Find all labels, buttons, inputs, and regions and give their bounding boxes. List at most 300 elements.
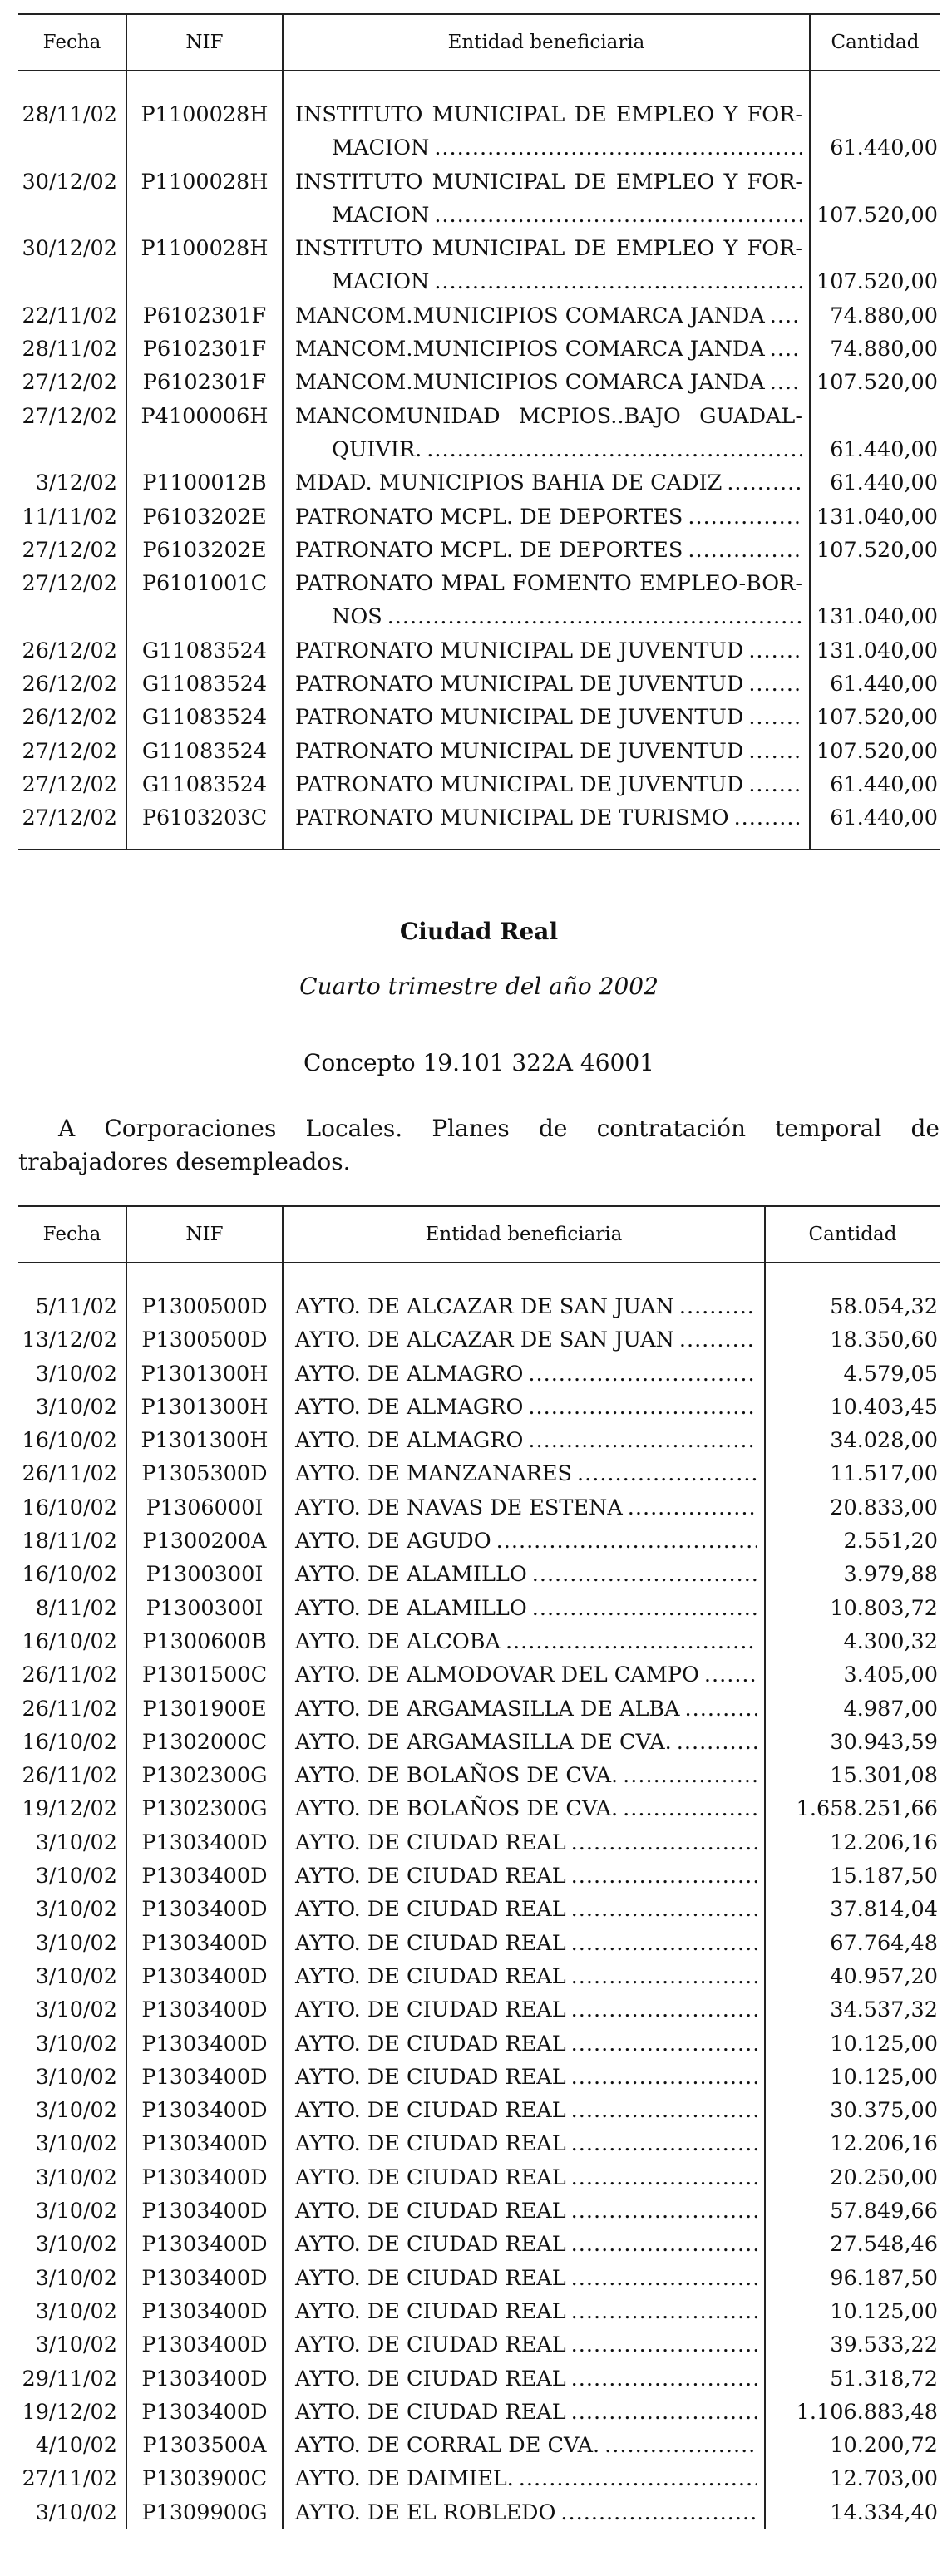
entity-name-line1: INSTITUTO MUNICIPAL DE EMPLEO Y FOR- (295, 102, 802, 127)
entity-name: AYTO. DE CIUDAD REAL (295, 2064, 566, 2090)
cell-entidad (283, 1960, 765, 1993)
table-row (18, 1625, 940, 1658)
leader-dots (560, 2496, 757, 2529)
cell-fecha: 3/10/02 (35, 1997, 117, 2023)
cell-nif: P1300600B (126, 1625, 283, 1658)
entity-name: AYTO. DE CIUDAD REAL (295, 2131, 566, 2157)
cell-entidad (283, 1792, 765, 1825)
cell-nif: P1303400D (126, 2027, 283, 2061)
entity-name: MDAD. MUNICIPIOS BAHIA DE CADIZ (295, 470, 723, 496)
cell-entidad (283, 400, 810, 467)
table-row (18, 2194, 940, 2228)
entity-name: AYTO. DE CIUDAD REAL (295, 2165, 566, 2190)
grants-table-2 (18, 1205, 940, 2529)
cell-cantidad: 107.520,00 (810, 232, 940, 299)
leader-dots (734, 801, 802, 835)
cell-cantidad: 96.187,50 (765, 2262, 940, 2295)
cell-nif: P6102301F (126, 332, 283, 366)
cell-fecha: 16/10/02 (22, 1628, 117, 1654)
cell-entidad (283, 2295, 765, 2328)
leader-dots (604, 2429, 757, 2462)
table-row (18, 2295, 940, 2328)
entity-name: AYTO. DE MANZANARES (295, 1461, 572, 1487)
cell-entidad (283, 332, 810, 366)
table-row (18, 634, 940, 667)
entity-name: AYTO. DE BOLAÑOS DE CVA. (295, 1763, 619, 1789)
table-row (18, 466, 940, 500)
leader-dots (623, 1792, 757, 1825)
cell-entidad (283, 1524, 765, 1558)
header-entidad: Entidad beneficiaria (283, 14, 810, 71)
leader-dots (528, 1424, 757, 1457)
cell-cantidad: 74.880,00 (810, 332, 940, 366)
cell-entidad (283, 1927, 765, 1960)
entity-name: AYTO. DE NAVAS DE ESTENA (295, 1495, 623, 1520)
cell-fecha: 3/10/02 (35, 2131, 117, 2157)
header-cantidad: Cantidad (765, 1206, 940, 1263)
cell-cantidad: 4.300,32 (765, 1625, 940, 1658)
leader-dots (434, 131, 802, 165)
leader-dots (685, 1692, 757, 1726)
cell-entidad (283, 567, 810, 634)
cell-nif: P1300300I (126, 1558, 283, 1591)
entity-name: AYTO. DE ARGAMASILLA DE ALBA (295, 1696, 680, 1721)
entity-name-line1: INSTITUTO MUNICIPAL DE EMPLEO Y FOR- (295, 169, 802, 195)
cell-fecha: 3/10/02 (35, 2265, 117, 2291)
cell-cantidad: 74.880,00 (810, 299, 940, 332)
table-header (18, 14, 940, 71)
leader-dots (571, 2328, 757, 2362)
table-row (18, 2094, 940, 2127)
leader-dots (748, 667, 802, 701)
entity-name: PATRONATO MUNICIPAL DE JUVENTUD (295, 638, 744, 663)
cell-cantidad: 15.187,50 (765, 1859, 940, 1893)
table-row (18, 1658, 940, 1692)
table-row (18, 1859, 940, 1893)
entity-name: AYTO. DE ALAMILLO (295, 1562, 527, 1588)
cell-nif: G11083524 (126, 667, 283, 701)
cell-nif: P1302000C (126, 1726, 283, 1759)
cell-fecha: 26/11/02 (22, 1662, 117, 1688)
cell-nif: G11083524 (126, 701, 283, 734)
leader-dots (434, 199, 802, 232)
entity-name: MANCOM.MUNICIPIOS COMARCA JANDA (295, 370, 765, 396)
table-row (18, 667, 940, 701)
table-row (18, 1927, 940, 1960)
table-row (18, 1524, 940, 1558)
table-row (18, 1826, 940, 1859)
cell-fecha: 11/11/02 (22, 504, 117, 529)
table-row (18, 2496, 940, 2529)
leader-dots (571, 2194, 757, 2228)
cell-fecha: 3/10/02 (35, 2332, 117, 2358)
cell-cantidad: 14.334,40 (765, 2496, 940, 2529)
entity-name: AYTO. DE CIUDAD REAL (295, 1997, 566, 2023)
cell-nif: P1303400D (126, 2228, 283, 2261)
table-row (18, 1726, 940, 1759)
cell-nif: P6103202E (126, 500, 283, 534)
cell-cantidad: 4.579,05 (765, 1357, 940, 1391)
cell-fecha: 28/11/02 (22, 337, 117, 362)
leader-dots (571, 2094, 757, 2127)
table-row (18, 1491, 940, 1524)
leader-dots (770, 366, 802, 399)
cell-entidad (283, 299, 810, 332)
cell-nif: P1300500D (126, 1290, 283, 1323)
cell-cantidad: 20.833,00 (765, 1491, 940, 1524)
table-row (18, 1357, 940, 1391)
cell-fecha: 3/10/02 (35, 1930, 117, 1956)
cell-nif: P1301300H (126, 1391, 283, 1424)
cell-nif: P1303400D (126, 1960, 283, 1993)
cell-entidad (283, 366, 810, 399)
entity-name: AYTO. DE ALMODOVAR DEL CAMPO (295, 1662, 699, 1688)
cell-fecha: 30/12/02 (22, 169, 117, 195)
cell-cantidad: 61.440,00 (810, 667, 940, 701)
leader-dots (571, 2027, 757, 2061)
cell-fecha: 26/12/02 (22, 672, 117, 697)
entity-name: PATRONATO MUNICIPAL DE TURISMO (295, 805, 729, 831)
cell-cantidad: 1.106.883,48 (765, 2396, 940, 2429)
table-row (18, 299, 940, 332)
cell-nif: P1303400D (126, 1893, 283, 1926)
header-entidad: Entidad beneficiaria (283, 1206, 765, 1263)
leader-dots (519, 2462, 757, 2495)
leader-dots (427, 433, 802, 466)
cell-fecha: 29/11/02 (22, 2366, 117, 2391)
table-row (18, 165, 940, 233)
cell-cantidad: 40.957,20 (765, 1960, 940, 1993)
leader-dots (571, 2396, 757, 2429)
header-cantidad: Cantidad (810, 14, 940, 71)
table-row (18, 2362, 940, 2396)
cell-fecha: 4/10/02 (35, 2433, 117, 2459)
cell-cantidad: 2.551,20 (765, 1524, 940, 1558)
cell-fecha: 26/11/02 (22, 1696, 117, 1721)
cell-nif: P1301500C (126, 1658, 283, 1692)
cell-fecha: 26/12/02 (22, 638, 117, 663)
cell-entidad (283, 1625, 765, 1658)
leader-dots (528, 1357, 757, 1391)
cell-cantidad: 107.520,00 (810, 366, 940, 399)
table-row (18, 1893, 940, 1926)
entity-name: AYTO. DE CIUDAD REAL (295, 2332, 566, 2358)
cell-fecha: 27/12/02 (22, 771, 117, 797)
leader-dots (571, 1859, 757, 1893)
cell-cantidad: 20.250,00 (765, 2161, 940, 2194)
cell-fecha: 19/12/02 (22, 2399, 117, 2425)
cell-cantidad: 131.040,00 (810, 567, 940, 634)
cell-cantidad: 30.943,59 (765, 1726, 940, 1759)
cell-entidad (283, 801, 810, 835)
leader-dots (571, 2127, 757, 2160)
cell-entidad (283, 2362, 765, 2396)
table-row (18, 801, 940, 835)
leader-dots (679, 1323, 757, 1357)
leader-dots (770, 332, 802, 366)
entity-name: AYTO. DE ARGAMASILLA DE CVA. (295, 1729, 672, 1755)
cell-entidad (283, 701, 810, 734)
leader-dots (571, 1960, 757, 1993)
cell-cantidad: 58.054,32 (765, 1290, 940, 1323)
cell-cantidad: 10.125,00 (765, 2295, 940, 2328)
cell-entidad (283, 1893, 765, 1926)
table-header (18, 1206, 940, 1263)
cell-nif: P1303900C (126, 2462, 283, 2495)
leader-dots (770, 299, 802, 332)
entity-name: AYTO. DE CIUDAD REAL (295, 1864, 566, 1889)
entity-name: PATRONATO MUNICIPAL DE JUVENTUD (295, 738, 744, 764)
cell-nif: P4100006H (126, 400, 283, 467)
table-row (18, 1692, 940, 1726)
cell-fecha: 26/11/02 (22, 1461, 117, 1487)
cell-entidad (283, 1993, 765, 2027)
table-row (18, 701, 940, 734)
table-row (18, 768, 940, 801)
leader-dots (748, 735, 802, 768)
leader-dots (748, 634, 802, 667)
cell-entidad (283, 2094, 765, 2127)
cell-cantidad: 51.318,72 (765, 2362, 940, 2396)
leader-dots (532, 1592, 757, 1625)
table-row (18, 2228, 940, 2261)
entity-name: AYTO. DE DAIMIEL. (295, 2466, 514, 2492)
entity-name: AYTO. DE ALMAGRO (295, 1428, 524, 1454)
cell-fecha: 3/10/02 (35, 1963, 117, 1989)
cell-entidad (283, 1658, 765, 1692)
table-row (18, 1323, 940, 1357)
cell-cantidad: 10.403,45 (765, 1391, 940, 1424)
cell-nif: P6102301F (126, 366, 283, 399)
cell-nif: P6102301F (126, 299, 283, 332)
cell-entidad (283, 2228, 765, 2261)
cell-cantidad: 27.548,46 (765, 2228, 940, 2261)
table-end-row (18, 835, 940, 850)
cell-entidad (283, 1391, 765, 1424)
cell-nif: P1303400D (126, 2161, 283, 2194)
cell-entidad (283, 1290, 765, 1323)
cell-entidad (283, 1491, 765, 1524)
cell-fecha: 3/12/02 (35, 470, 117, 496)
cell-cantidad: 15.301,08 (765, 1759, 940, 1792)
entity-name: AYTO. DE AGUDO (295, 1529, 491, 1554)
entity-name: AYTO. DE CIUDAD REAL (295, 2199, 566, 2224)
cell-fecha: 3/10/02 (35, 2500, 117, 2525)
entity-name: PATRONATO MUNICIPAL DE JUVENTUD (295, 771, 744, 797)
table-row (18, 2429, 940, 2462)
entity-name-line2: QUIVIR. (332, 436, 422, 462)
cell-cantidad: 34.537,32 (765, 1993, 940, 2027)
cell-cantidad: 18.350,60 (765, 1323, 940, 1357)
cell-cantidad: 10.125,00 (765, 2061, 940, 2094)
entity-name-line1: PATRONATO MPAL FOMENTO EMPLEO-BOR- (295, 571, 802, 597)
entity-name: AYTO. DE CIUDAD REAL (295, 1963, 566, 1989)
cell-entidad (283, 2262, 765, 2295)
entity-name-line2: MACION (332, 135, 430, 161)
entity-name-line2: NOS (332, 604, 382, 630)
cell-nif: G11083524 (126, 735, 283, 768)
entity-name-line1: INSTITUTO MUNICIPAL DE EMPLEO Y FOR- (295, 236, 802, 262)
table-row (18, 534, 940, 567)
cell-nif: P1306000I (126, 1491, 283, 1524)
cell-fecha: 19/12/02 (22, 1796, 117, 1822)
leader-dots (571, 2061, 757, 2094)
cell-nif: P1303400D (126, 1993, 283, 2027)
cell-entidad (283, 534, 810, 567)
table-row (18, 2127, 940, 2160)
cell-nif: P1100028H (126, 232, 283, 299)
entity-name: PATRONATO MUNICIPAL DE JUVENTUD (295, 672, 744, 697)
cell-cantidad: 12.206,16 (765, 2127, 940, 2160)
cell-cantidad: 61.440,00 (810, 801, 940, 835)
entity-name: MANCOM.MUNICIPIOS COMARCA JANDA (295, 303, 765, 328)
leader-dots (679, 1290, 757, 1323)
spacer-row (18, 71, 940, 98)
entity-name: AYTO. DE BOLAÑOS DE CVA. (295, 1796, 619, 1822)
cell-cantidad: 37.814,04 (765, 1893, 940, 1926)
table-row (18, 1290, 940, 1323)
cell-nif: P1303500A (126, 2429, 283, 2462)
cell-entidad (283, 2194, 765, 2228)
cell-entidad (283, 1859, 765, 1893)
cell-fecha: 22/11/02 (22, 303, 117, 328)
section-concepto: Concepto 19.101 322A 46001 (303, 1049, 654, 1076)
table-row (18, 1592, 940, 1625)
cell-entidad (283, 98, 810, 165)
cell-fecha: 26/11/02 (22, 1763, 117, 1789)
table-row (18, 1993, 940, 2027)
leader-dots (577, 1457, 757, 1490)
cell-fecha: 3/10/02 (35, 2064, 117, 2090)
cell-fecha: 27/12/02 (22, 738, 117, 764)
cell-cantidad: 12.206,16 (765, 1826, 940, 1859)
leader-dots (571, 2262, 757, 2295)
cell-entidad (283, 2462, 765, 2495)
table-row (18, 2061, 940, 2094)
leader-dots (528, 1391, 757, 1424)
leader-dots (387, 600, 802, 633)
cell-cantidad: 30.375,00 (765, 2094, 940, 2127)
table-2-container (18, 1205, 940, 2529)
entity-name: AYTO. DE CIUDAD REAL (295, 1830, 566, 1855)
grants-table-1 (18, 13, 940, 850)
cell-nif: P1303400D (126, 2194, 283, 2228)
cell-nif: P1302300G (126, 1759, 283, 1792)
cell-cantidad: 12.703,00 (765, 2462, 940, 2495)
cell-fecha: 3/10/02 (35, 1864, 117, 1889)
cell-entidad (283, 2161, 765, 2194)
leader-dots (434, 265, 802, 298)
cell-cantidad: 107.520,00 (810, 165, 940, 233)
leader-dots (571, 2228, 757, 2261)
cell-nif: G11083524 (126, 768, 283, 801)
cell-nif: P1301300H (126, 1357, 283, 1391)
cell-fecha: 3/10/02 (35, 2165, 117, 2190)
leader-dots (748, 701, 802, 734)
cell-cantidad: 107.520,00 (810, 735, 940, 768)
table-row (18, 500, 940, 534)
table-row (18, 1759, 940, 1792)
leader-dots (571, 1826, 757, 1859)
table-row (18, 1457, 940, 1490)
leader-dots (704, 1658, 757, 1692)
entity-name: AYTO. DE ALAMILLO (295, 1595, 527, 1621)
leader-dots (571, 2362, 757, 2396)
cell-cantidad: 11.517,00 (765, 1457, 940, 1490)
entity-name: PATRONATO MCPL. DE DEPORTES (295, 504, 683, 529)
cell-nif: P1100012B (126, 466, 283, 500)
entity-name: PATRONATO MCPL. DE DEPORTES (295, 537, 683, 563)
leader-dots (748, 768, 802, 801)
cell-nif: P1303400D (126, 2262, 283, 2295)
cell-cantidad: 61.440,00 (810, 768, 940, 801)
section-title: Ciudad Real (399, 918, 559, 945)
cell-entidad (283, 466, 810, 500)
table-row (18, 1792, 940, 1825)
table-row (18, 2161, 940, 2194)
cell-nif: P1305300D (126, 1457, 283, 1490)
header-fecha: Fecha (18, 14, 126, 71)
cell-nif: P1303400D (126, 2362, 283, 2396)
entity-name: AYTO. DE CIUDAD REAL (295, 2031, 566, 2056)
table-row (18, 400, 940, 467)
cell-fecha: 3/10/02 (35, 1394, 117, 1420)
cell-cantidad: 3.405,00 (765, 1658, 940, 1692)
table-row (18, 232, 940, 299)
cell-entidad (283, 2429, 765, 2462)
cell-fecha: 18/11/02 (22, 1529, 117, 1554)
section-subtitle: Cuarto trimestre del año 2002 (299, 973, 659, 1000)
cell-entidad (283, 1558, 765, 1591)
table-row (18, 2396, 940, 2429)
table-row (18, 1391, 940, 1424)
entity-name-line2: MACION (332, 202, 430, 228)
cell-entidad (283, 768, 810, 801)
cell-nif: P1303400D (126, 2396, 283, 2429)
cell-entidad (283, 1759, 765, 1792)
cell-fecha: 28/11/02 (22, 102, 117, 127)
cell-nif: P6103202E (126, 534, 283, 567)
leader-dots (571, 2161, 757, 2194)
cell-nif: P1300300I (126, 1592, 283, 1625)
table-row (18, 1424, 940, 1457)
cell-nif: P1303400D (126, 2061, 283, 2094)
cell-nif: P1301300H (126, 1424, 283, 1457)
leader-dots (623, 1759, 757, 1792)
cell-fecha: 3/10/02 (35, 2232, 117, 2258)
entity-name: AYTO. DE CIUDAD REAL (295, 1897, 566, 1923)
cell-fecha: 16/10/02 (22, 1729, 117, 1755)
leader-dots (677, 1726, 757, 1759)
table-row (18, 567, 940, 634)
cell-fecha: 3/10/02 (35, 1897, 117, 1923)
section-paragraph: A Corporaciones Locales. Planes de contratación temporal de trabajadores desempleados. (18, 1115, 940, 1175)
cell-fecha: 3/10/02 (35, 1830, 117, 1855)
cell-cantidad: 61.440,00 (810, 466, 940, 500)
cell-entidad (283, 1323, 765, 1357)
cell-nif: P1100028H (126, 165, 283, 233)
cell-entidad (283, 2061, 765, 2094)
cell-fecha: 27/12/02 (22, 805, 117, 831)
entity-name: PATRONATO MUNICIPAL DE JUVENTUD (295, 705, 744, 731)
cell-cantidad: 10.200,72 (765, 2429, 940, 2462)
cell-cantidad: 3.979,88 (765, 1558, 940, 1591)
cell-fecha: 27/12/02 (22, 537, 117, 563)
cell-fecha: 16/10/02 (22, 1428, 117, 1454)
entity-name: AYTO. DE CIUDAD REAL (295, 2366, 566, 2391)
cell-entidad (283, 735, 810, 768)
cell-cantidad: 4.987,00 (765, 1692, 940, 1726)
